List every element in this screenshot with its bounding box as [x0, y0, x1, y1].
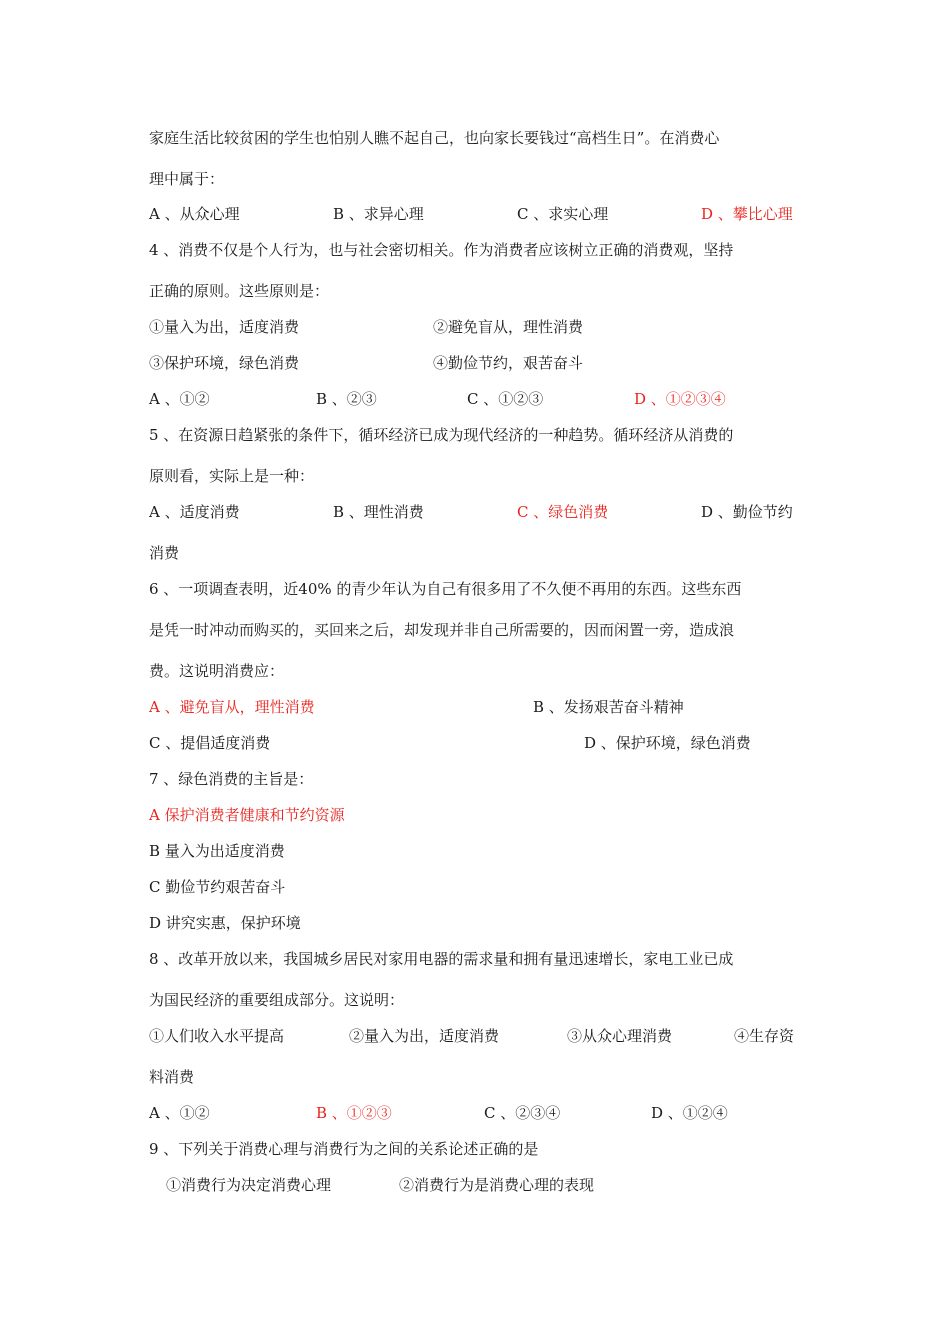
q6-option-d: D 、保护环境，绿色消费 — [584, 734, 751, 752]
q8-option-c: C 、②③④ — [484, 1104, 561, 1122]
q5-option-a: A 、适度消费 — [149, 503, 240, 521]
q7-stem: 7 、绿色消费的主旨是： — [149, 770, 314, 788]
q8-option-b-answer: B 、①②③ — [316, 1104, 392, 1122]
q8-statement-3: ③从众心理消费 — [567, 1027, 673, 1045]
q8-stem-line-2: 为国民经济的重要组成部分。这说明： — [149, 991, 405, 1009]
q8-stem-line-1: 8 、改革开放以来，我国城乡居民对家用电器的需求量和拥有量迅速增长，家电工业已成 — [149, 950, 734, 968]
q4-stem-line-2: 正确的原则。这些原则是： — [149, 282, 330, 300]
q5-option-b: B 、理性消费 — [333, 503, 424, 521]
q4-statement-2: ②避免盲从，理性消费 — [433, 318, 584, 336]
q3-option-a: A 、从众心理 — [149, 205, 240, 223]
q3-option-c: C 、求实心理 — [517, 205, 609, 223]
q3-stem-line-2: 理中属于： — [149, 170, 225, 188]
q9-statement-2: ②消费行为是消费心理的表现 — [399, 1176, 595, 1194]
q5-stem-line-2: 原则看，实际上是一种： — [149, 467, 315, 485]
q8-statement-4-continuation: 料消费 — [149, 1068, 195, 1086]
q4-option-a: A 、①② — [149, 390, 210, 408]
q4-option-c: C 、①②③ — [467, 390, 544, 408]
q6-stem-line-3: 费。这说明消费应： — [149, 662, 285, 680]
q5-option-c-answer: C 、绿色消费 — [517, 503, 609, 521]
q3-option-d-answer: D 、攀比心理 — [701, 205, 793, 223]
q8-option-d: D 、①②④ — [651, 1104, 728, 1122]
q9-statement-1: ①消费行为决定消费心理 — [166, 1176, 332, 1194]
q7-option-c: C 勤俭节约艰苦奋斗 — [149, 878, 286, 896]
q6-stem-line-1: 6 、一项调查表明，近40% 的青少年认为自己有很多用了不久便不再用的东西。这些东西 — [149, 580, 742, 598]
q8-statement-4: ④生存资 — [734, 1027, 795, 1045]
q6-option-c: C 、提倡适度消费 — [149, 734, 271, 752]
q7-option-a-answer: A 保护消费者健康和节约资源 — [149, 806, 345, 824]
q3-option-b: B 、求异心理 — [333, 205, 424, 223]
q4-statement-1: ①量入为出，适度消费 — [149, 318, 300, 336]
q5-option-d: D 、勤俭节约 — [701, 503, 793, 521]
q9-stem: 9 、下列关于消费心理与消费行为之间的关系论述正确的是 — [149, 1140, 539, 1158]
q5-option-d-continuation: 消费 — [149, 544, 180, 562]
q6-stem-line-2: 是凭一时冲动而购买的，买回来之后，却发现并非自己所需要的，因而闲置一旁，造成浪 — [149, 621, 735, 639]
q7-option-d: D 讲究实惠，保护环境 — [149, 914, 301, 932]
q6-option-b: B 、发扬艰苦奋斗精神 — [533, 698, 684, 716]
q7-option-b: B 量入为出适度消费 — [149, 842, 285, 860]
q4-stem-line-1: 4 、消费不仅是个人行为，也与社会密切相关。作为消费者应该树立正确的消费观，坚持 — [149, 241, 734, 259]
q5-stem-line-1: 5 、在资源日趋紧张的条件下，循环经济已成为现代经济的一种趋势。循环经济从消费的 — [149, 426, 734, 444]
q4-option-d-answer: D 、①②③④ — [634, 390, 726, 408]
q4-statement-3: ③保护环境，绿色消费 — [149, 354, 300, 372]
q8-statement-1: ①人们收入水平提高 — [149, 1027, 285, 1045]
q8-statement-2: ②量入为出，适度消费 — [349, 1027, 500, 1045]
q3-stem-line-1: 家庭生活比较贫困的学生也怕别人瞧不起自己，也向家长要钱过“高档生日”。在消费心 — [149, 129, 720, 147]
q4-option-b: B 、②③ — [316, 390, 377, 408]
q4-statement-4: ④勤俭节约，艰苦奋斗 — [433, 354, 584, 372]
q6-option-a-answer: A 、避免盲从，理性消费 — [149, 698, 315, 716]
q8-option-a: A 、①② — [149, 1104, 210, 1122]
